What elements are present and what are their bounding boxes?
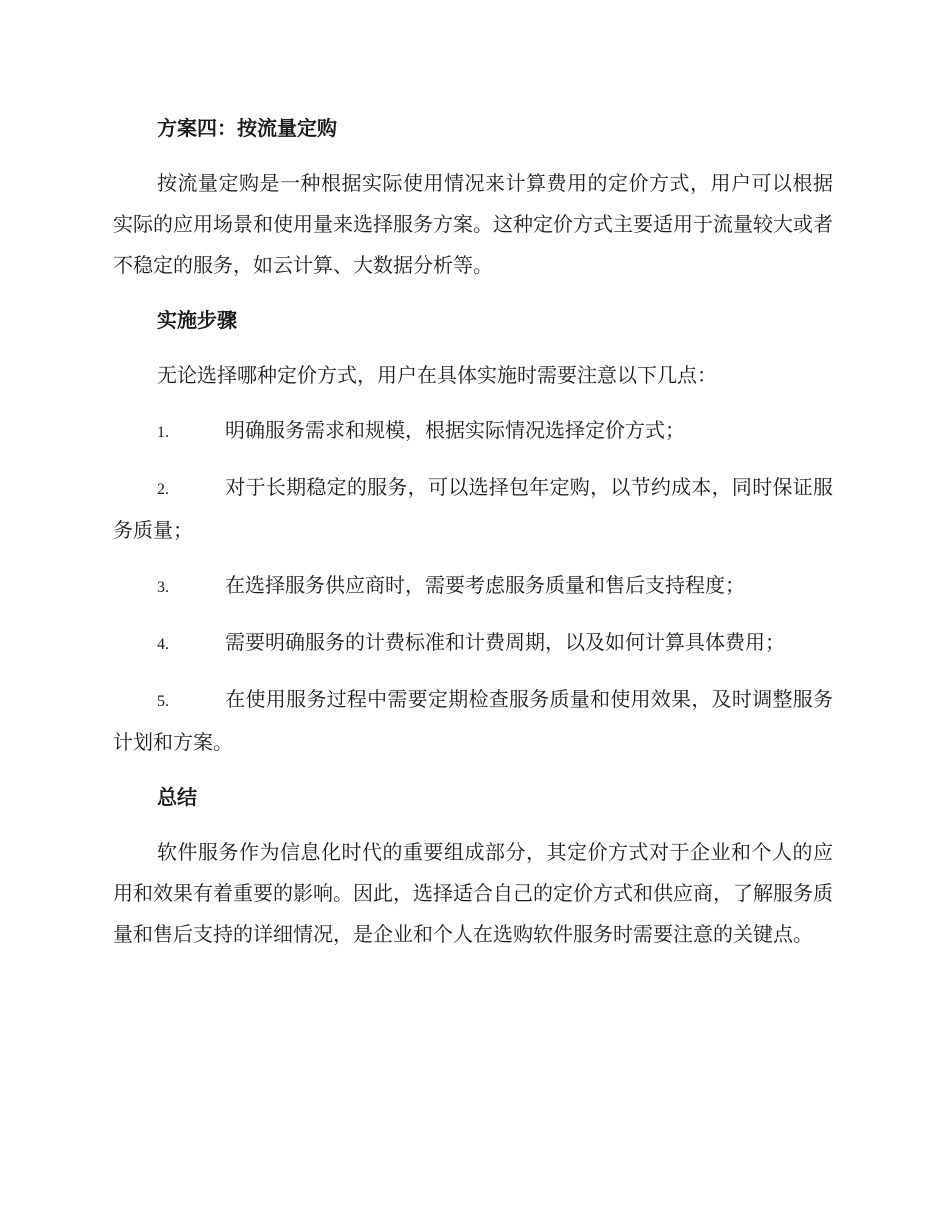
- summary-paragraph: 软件服务作为信息化时代的重要组成部分，其定价方式对于企业和个人的应用和效果有着重要的影响。因此，选择适合自己的定价方式和供应商，了解服务质量和售后支持的详细情况，是企业和个人在选购软件服务时需要注意的关键点。: [113, 840, 833, 946]
- list-item: [113, 679, 833, 763]
- list-item-text: 需要明确服务的计费标准和计费周期，以及如何计算具体费用；: [225, 630, 785, 654]
- list-item: [113, 410, 833, 453]
- list-item-text: 在选择服务供应商时，需要考虑服务质量和售后支持程度；: [225, 573, 745, 597]
- document-content: [113, 108, 833, 969]
- list-item-text: 明确服务需求和规模，根据实际情况选择定价方式；: [225, 418, 685, 442]
- list-item-text: 在使用服务过程中需要定期检查服务质量和使用效果，及时调整服务计划和方案。: [113, 687, 833, 754]
- list-item-number: 1.: [157, 424, 169, 441]
- list-item: [113, 565, 833, 608]
- list-item: [113, 467, 833, 551]
- list-item-number: 3.: [157, 579, 169, 596]
- list-item-number: 5.: [157, 693, 169, 710]
- list-item: [113, 622, 833, 665]
- summary-heading: 总结: [157, 785, 197, 809]
- steps-heading: 实施步骤: [157, 308, 237, 332]
- plan4-paragraph: 按流量定购是一种根据实际使用情况来计算费用的定价方式，用户可以根据实际的应用场景和使用量来选择服务方案。这种定价方式主要适用于流量较大或者不稳定的服务，如云计算、大数据分析等。: [113, 171, 833, 277]
- steps-intro-paragraph: 无论选择哪种定价方式，用户在具体实施时需要注意以下几点：: [157, 363, 717, 387]
- list-item-text: 对于长期稳定的服务，可以选择包年定购，以节约成本，同时保证服务质量；: [113, 475, 833, 542]
- list-item-number: 2.: [157, 481, 169, 498]
- list-item-number: 4.: [157, 636, 169, 653]
- plan4-heading: 方案四：按流量定购: [157, 116, 337, 140]
